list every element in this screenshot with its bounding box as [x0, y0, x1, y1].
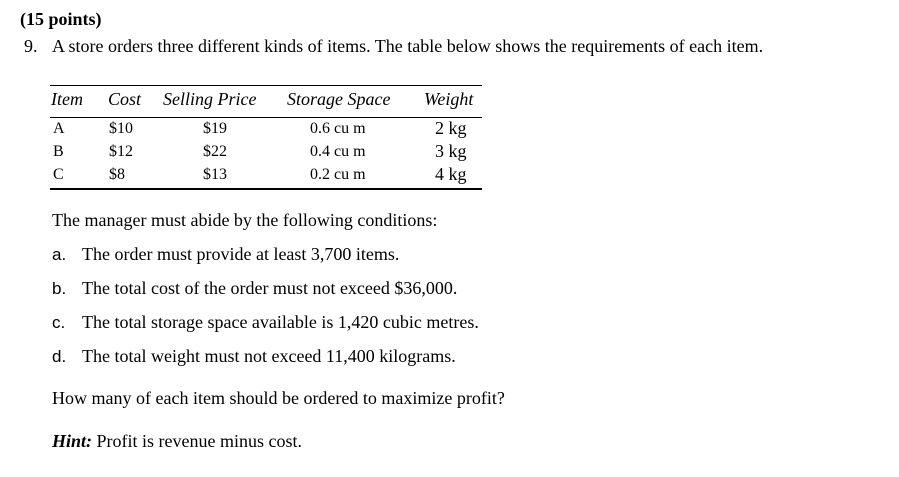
condition-text: The order must provide at least 3,700 items.	[82, 244, 400, 264]
column-header-weight: Weight	[424, 89, 474, 109]
table-header-rule	[50, 117, 482, 118]
condition-letter: d.	[52, 347, 67, 366]
table-cell-space: 0.6 cu m	[310, 120, 366, 137]
table-cell-weight: 2 kg	[435, 118, 467, 138]
table-cell-space: 0.4 cu m	[310, 143, 366, 160]
column-header-item: Item	[51, 89, 83, 109]
hint-text: Profit is revenue minus cost.	[96, 431, 302, 451]
conditions-intro: The manager must abide by the following conditions:	[52, 210, 438, 230]
condition-letter: b.	[52, 279, 67, 298]
hint	[52, 431, 302, 452]
question-number: 9.	[24, 36, 38, 56]
question-text: A store orders three different kinds of items. The table below shows the requirements of each item.	[52, 36, 764, 56]
table-cell-price: $19	[203, 120, 227, 137]
condition-letter: a.	[52, 245, 67, 264]
condition-text: The total cost of the order must not exceed $36,000.	[82, 278, 458, 298]
condition-text: The total weight must not exceed 11,400 kilograms.	[82, 346, 456, 366]
table-cell-item: C	[53, 166, 64, 183]
table-cell-weight: 4 kg	[435, 164, 467, 184]
table-top-rule	[50, 85, 482, 86]
points-label: (15 points)	[20, 9, 102, 29]
table-bottom-rule	[50, 188, 482, 190]
table-cell-cost: $10	[109, 120, 133, 137]
column-header-storage-space: Storage Space	[287, 89, 391, 109]
table-cell-item: A	[53, 120, 65, 137]
table-cell-item: B	[53, 143, 64, 160]
table-cell-weight: 3 kg	[435, 141, 467, 161]
condition-text: The total storage space available is 1,420 cubic metres.	[82, 312, 479, 332]
table-cell-price: $13	[203, 166, 227, 183]
column-header-selling-price: Selling Price	[163, 89, 257, 109]
table-cell-cost: $8	[109, 166, 125, 183]
table-cell-space: 0.2 cu m	[310, 166, 366, 183]
column-header-cost: Cost	[108, 89, 142, 109]
table-cell-cost: $12	[109, 143, 133, 160]
hint-label: Hint:	[52, 431, 93, 451]
table-cell-price: $22	[203, 143, 227, 160]
final-question: How many of each item should be ordered to maximize profit?	[52, 388, 505, 408]
condition-letter: c.	[52, 313, 66, 332]
